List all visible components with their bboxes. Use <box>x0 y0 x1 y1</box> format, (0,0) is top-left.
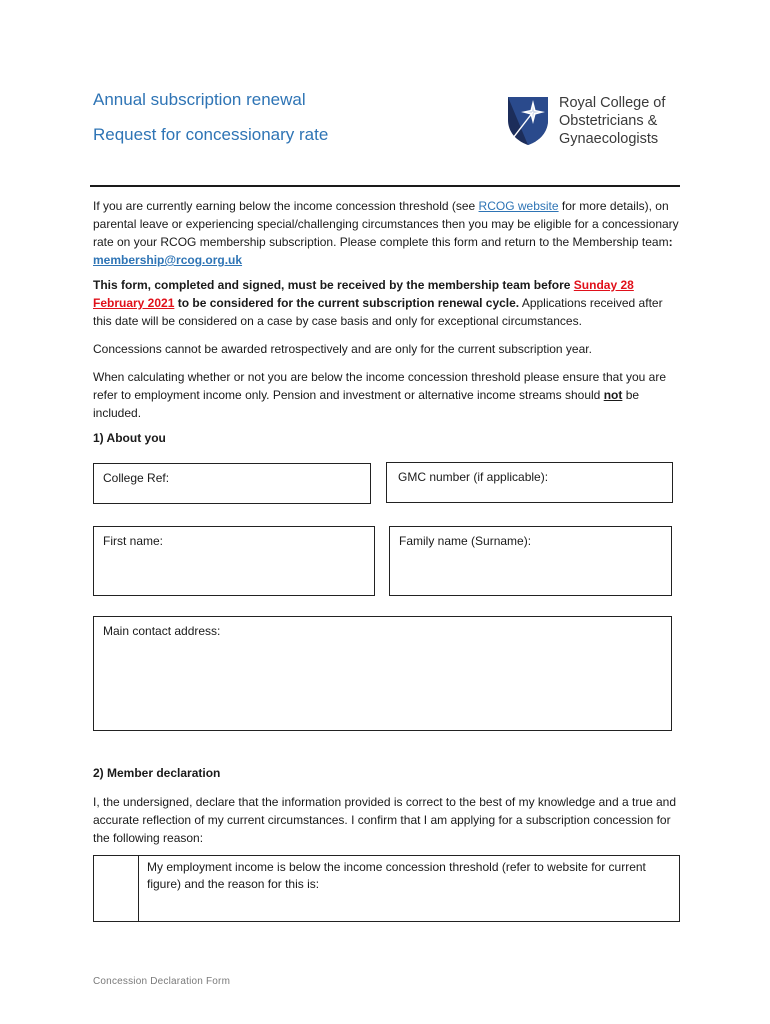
retrospective-paragraph: Concessions cannot be awarded retrospectively and are only for the current subscription year. <box>93 342 592 356</box>
header-divider <box>90 185 680 187</box>
section-declaration-heading: 2) Member declaration <box>93 766 221 780</box>
logo-text <box>559 94 665 148</box>
logo-line-2: Obstetricians & <box>559 113 658 129</box>
form-title: Annual subscription renewal <box>93 90 306 109</box>
reason-checkbox-cell[interactable] <box>94 856 139 921</box>
intro-text-a: If you are currently earning below the income concession threshold (see <box>93 199 479 213</box>
main-address-label: Main contact address: <box>103 624 221 638</box>
deadline-text-a: This form, completed and signed, must be received by the membership team before <box>93 278 574 292</box>
family-name-label: Family name (Surname): <box>399 534 532 548</box>
rcog-logo <box>507 94 677 150</box>
intro-paragraph-1 <box>93 197 681 269</box>
rcog-shield-icon <box>507 96 549 146</box>
deadline-text-b: to be considered for the current subscription renewal cycle. <box>174 296 520 310</box>
form-subtitle: Request for concessionary rate <box>93 125 329 144</box>
logo-line-3: Gynaecologists <box>559 131 659 147</box>
intro-text-b: for more details), on parental leave or experiencing special/challenging circumstances then you may be eligible for a concessionary rate on your RCOG membership subscription. Please complete this form and return to the Membership team <box>93 199 679 249</box>
income-text-a: When calculating whether or not you are below the income concession threshold please ensure that you are refer to employment income only. Pension and investment or alternative income streams should <box>93 370 667 402</box>
page-footer: Concession Declaration Form <box>93 976 231 987</box>
main-address-field[interactable] <box>93 616 672 731</box>
membership-email-link[interactable]: membership@rcog.org.uk <box>93 253 243 267</box>
college-ref-field[interactable] <box>93 463 371 504</box>
section-about-you-heading: 1) About you <box>93 431 166 445</box>
family-name-field[interactable] <box>389 526 672 596</box>
deadline-paragraph <box>93 276 681 330</box>
intro-colon: : <box>668 235 673 249</box>
deadline-date: Sunday 28 February 2021 <box>93 278 634 310</box>
reason-option-text: My employment income is below the income concession threshold (refer to website for current figure) and the reason for this is: <box>147 860 646 891</box>
gmc-number-field[interactable] <box>386 462 673 503</box>
income-text-b: be included. <box>93 388 640 420</box>
first-name-field[interactable] <box>93 526 375 596</box>
rcog-website-link[interactable]: RCOG website <box>478 199 559 213</box>
income-paragraph <box>93 368 681 422</box>
concession-reason-table <box>93 855 680 922</box>
logo-line-1: Royal College of <box>559 95 666 111</box>
gmc-number-label: GMC number (if applicable): <box>398 470 549 484</box>
declaration-text: I, the undersigned, declare that the information provided is correct to the best of my knowledge and a true and accurate reflection of my current circumstances. I confirm that I am applying for a subscription concession for the following reason: <box>93 795 677 845</box>
income-not: not <box>603 388 623 402</box>
deadline-text-rest: Applications received after this date will be considered on a case by case basis and only for exceptional circumstances. <box>93 296 663 328</box>
college-ref-label: College Ref: <box>103 471 170 485</box>
first-name-label: First name: <box>103 534 164 548</box>
